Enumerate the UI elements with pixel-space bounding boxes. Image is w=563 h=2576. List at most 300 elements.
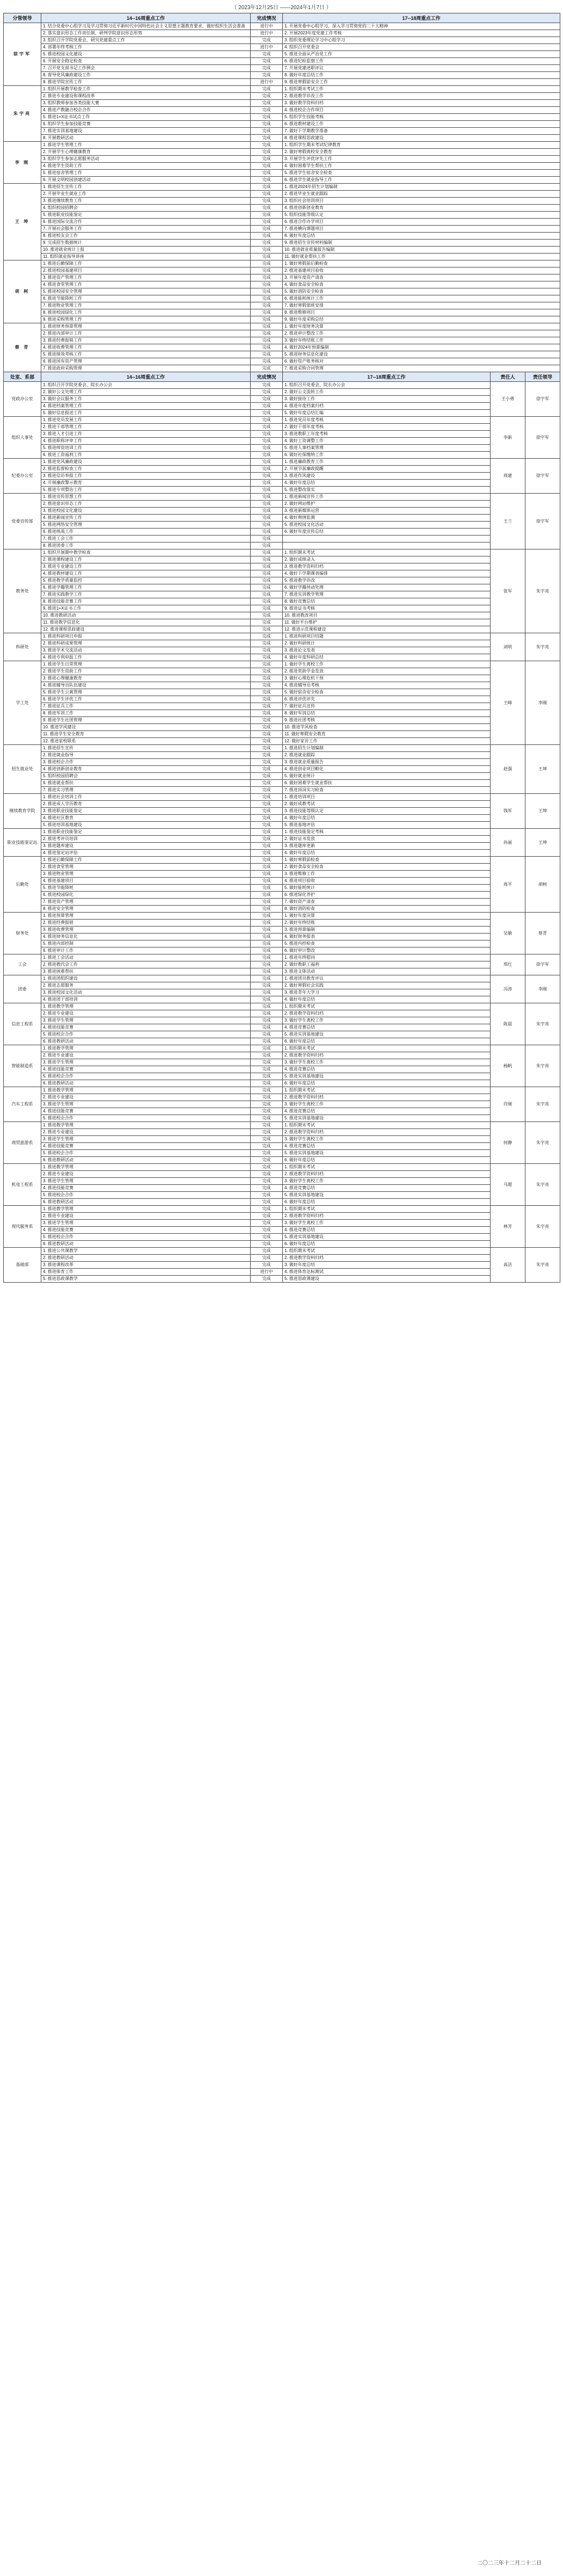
task-next: 2. 做好成绩录入: [283, 556, 491, 563]
task-next: 2. 做好年终结账: [283, 920, 491, 927]
status-text: 完成: [251, 787, 283, 794]
task-current: 3. 推进物业管理: [41, 871, 251, 878]
status-text: 完成: [251, 1206, 283, 1213]
task-current: 3. 推进经费报销工作: [41, 337, 251, 344]
work-plan-table: [3, 13, 560, 1283]
task-next: 6. 推进能耗统计工作: [283, 295, 560, 302]
task-current: 1. 推进团组织建设: [41, 975, 251, 982]
table-row: [4, 267, 560, 274]
table-row: [4, 337, 560, 344]
status-text: 完成: [251, 515, 283, 522]
task-current: 2. 推进食堂管理: [41, 864, 251, 871]
task-next: 2. 做好寒假社会实践: [283, 982, 491, 989]
status-text: 完成: [251, 633, 283, 640]
status-text: 完成: [251, 808, 283, 815]
table-row: [4, 745, 560, 752]
task-next: 2. 推进教学资料归档: [283, 1255, 491, 1262]
status-text: 完成: [251, 654, 283, 661]
task-current: 6. 推进国有资产管理: [41, 358, 251, 365]
status-text: 完成: [251, 864, 283, 871]
task-next: 1. 做好年度财务决算: [283, 323, 560, 330]
status-text: 完成: [251, 780, 283, 787]
table-row: [4, 466, 560, 473]
status-text: 完成: [251, 295, 283, 302]
table-row: [4, 752, 560, 759]
task-next: 4. 做好食品安全检查: [283, 281, 560, 288]
status-text: 完成: [251, 344, 283, 351]
task-current: 2. 推进成人学历教育: [41, 801, 251, 808]
responsible-leader: 李刚: [525, 975, 560, 1003]
status-text: 完成: [251, 1136, 283, 1143]
status-text: 完成: [251, 128, 283, 135]
table-row: [4, 501, 560, 508]
task-next: 8. 推进课程思政建设: [283, 135, 560, 142]
table-row: [4, 1129, 560, 1136]
table-row: [4, 351, 560, 358]
table-row: [4, 403, 560, 410]
task-next: 3. 做好教学资料归档: [283, 100, 560, 107]
status-text: 完成: [251, 473, 283, 480]
table-row: [4, 661, 560, 668]
leader-name: 李 刚: [4, 142, 41, 184]
status-text: 完成: [251, 1017, 283, 1024]
task-next: 2. 推进教学诊改工作: [283, 93, 560, 100]
task-current: 9. 推进1+X证书工作: [41, 605, 251, 612]
task-current: 3. 推进学生管理: [41, 1178, 251, 1185]
status-text: 完成: [251, 1171, 283, 1178]
table-row: [4, 934, 560, 940]
department-name: 招生就业处: [4, 745, 41, 794]
table-row: [4, 556, 560, 563]
task-next: 1. 组织期末考试: [283, 1045, 491, 1052]
task-next: 4. 做好下学期课表编排: [283, 570, 491, 577]
task-next: 6. 推进合作办学项目: [283, 219, 560, 226]
status-text: 完成: [251, 72, 283, 79]
department-name: 学工处: [4, 661, 41, 745]
status-text: 完成: [251, 417, 283, 424]
status-text: 完成: [251, 529, 283, 536]
status-text: 完成: [251, 556, 283, 563]
status-text: 完成: [251, 65, 283, 72]
table-row: [4, 529, 560, 536]
task-next: 4. 推进年度档案归档: [283, 403, 491, 410]
task-current: 5. 推进校企合作: [41, 1031, 251, 1038]
task-next: 1. 组织期末考试工作: [283, 86, 560, 93]
task-current: 4. 推进产教融合校企合作: [41, 107, 251, 114]
status-text: 完成: [251, 1073, 283, 1080]
status-text: 完成: [251, 724, 283, 731]
table-row: [4, 563, 560, 570]
table-row: [4, 940, 560, 947]
status-text: 完成: [251, 261, 283, 267]
table-row: [4, 850, 560, 857]
status-text: 完成: [251, 1003, 283, 1010]
responsible-person: 郑红: [491, 954, 525, 975]
task-next: 11. 做好就业帮扶工作: [283, 254, 560, 261]
table-row: [4, 682, 560, 689]
task-next: [283, 542, 491, 549]
table-row: [4, 1122, 560, 1129]
leader-name: 徐宇军: [4, 23, 41, 86]
table-row: [4, 114, 560, 121]
responsible-leader: 王坤: [525, 829, 560, 857]
status-text: 完成: [251, 121, 283, 128]
responsible-person: 王峰: [491, 661, 525, 745]
task-current: 4. 推进辅导员队伍建设: [41, 682, 251, 689]
status-text: 完成: [251, 302, 283, 309]
task-next: 6. 推进纪检监察工作: [283, 58, 560, 65]
task-next: 4. 推进竞赛总结: [283, 1024, 491, 1031]
table-row: [4, 899, 560, 906]
status-text: 完成: [251, 1122, 283, 1129]
status-text: 完成: [251, 1220, 283, 1227]
task-next: 5. 推进实训基地建设: [283, 1031, 491, 1038]
table-row: [4, 689, 560, 696]
task-next: 6. 推进学生就业指导工作: [283, 177, 560, 184]
task-current: 11. 组织就业指导讲座: [41, 254, 251, 261]
header-row-departments: [4, 372, 560, 382]
responsible-leader: 王坤: [525, 745, 560, 794]
status-text: 完成: [251, 570, 283, 577]
status-text: 进行中: [251, 30, 283, 37]
table-row: [4, 281, 560, 288]
task-next: 1. 组织期末考试: [283, 1164, 491, 1171]
task-next: 3. 做好接待工作: [283, 396, 491, 403]
table-row: [4, 1171, 560, 1178]
status-text: 完成: [251, 584, 283, 591]
task-next: 5. 做好消防安全检查: [283, 288, 560, 295]
task-next: 5. 推进内控检查: [283, 940, 491, 947]
task-current: 2. 落实意识形态工作责任制，研判学院意识形态形势: [41, 30, 251, 37]
table-row: [4, 1045, 560, 1052]
department-name: 智能制造系: [4, 1045, 41, 1087]
table-row: [4, 927, 560, 934]
task-current: 3. 推进心理健康教育: [41, 675, 251, 682]
status-text: 完成: [251, 885, 283, 892]
status-text: 完成: [251, 591, 283, 598]
task-next: 3. 做好年度总结: [283, 1262, 491, 1269]
task-next: 2. 做好教职工福利: [283, 961, 491, 968]
table-row: [4, 438, 560, 445]
table-row: [4, 58, 560, 65]
table-row: [4, 522, 560, 529]
status-text: 完成: [251, 871, 283, 878]
table-row: [4, 570, 560, 577]
table-row: [4, 906, 560, 913]
task-next: 6. 做好困难学生就业帮扶: [283, 780, 491, 787]
status-text: 完成: [251, 149, 283, 156]
table-row: [4, 128, 560, 135]
task-current: 1. 推进后勤保障工作: [41, 261, 251, 267]
task-next: [283, 536, 491, 542]
task-current: 8. 推进校友会工作: [41, 233, 251, 240]
table-row: [4, 1157, 560, 1164]
task-current: 2. 推进学生资助工作: [41, 668, 251, 675]
task-current: 11. 推进学生安全教育: [41, 731, 251, 738]
responsible-person: 冯涛: [491, 975, 525, 1003]
table-row: [4, 177, 560, 184]
table-row: [4, 459, 560, 466]
table-row: [4, 316, 560, 323]
task-next: 1. 做好年度决算: [283, 913, 491, 920]
status-text: 完成: [251, 710, 283, 717]
task-current: 4. 推进技能竞赛: [41, 1227, 251, 1234]
status-text: 完成: [251, 549, 283, 556]
task-current: 2. 推进专业建设: [41, 1094, 251, 1101]
status-text: 完成: [251, 281, 283, 288]
task-next: 6. 推进绿化养护: [283, 892, 491, 899]
task-current: 4. 推进学生资助工作: [41, 163, 251, 170]
status-text: 完成: [251, 1157, 283, 1164]
table-row: [4, 1227, 560, 1234]
task-current: 7. 推进政府采购管理: [41, 365, 251, 372]
status-text: 完成: [251, 577, 283, 584]
status-text: 完成: [251, 717, 283, 724]
header-row-leaders: [4, 13, 560, 23]
task-next: 3. 开展年度资产清查: [283, 274, 560, 281]
task-current: 1. 推进教学管理: [41, 1206, 251, 1213]
task-next: 1. 组织期末考试: [283, 1003, 491, 1010]
status-text: 完成: [251, 542, 283, 549]
responsible-person: 周建: [491, 459, 525, 494]
task-next: 6. 做好年度总结: [283, 1199, 491, 1206]
status-text: 完成: [251, 212, 283, 219]
table-row: [4, 1136, 560, 1143]
status-text: 完成: [251, 878, 283, 885]
task-current: 7. 推进实习管理: [41, 787, 251, 794]
task-next: 2. 推进教学资料归档: [283, 1052, 491, 1059]
task-next: 6. 推进评优评先: [283, 696, 491, 703]
table-row: [4, 1003, 560, 1010]
table-row: [4, 79, 560, 86]
status-text: 完成: [251, 205, 283, 212]
table-row: [4, 515, 560, 522]
footer-date: 二〇二三年十二月二十二日: [477, 2560, 542, 2566]
table-row: [4, 226, 560, 233]
status-text: 完成: [251, 508, 283, 515]
table-row: [4, 989, 560, 996]
task-next: 2. 做好食品安全检查: [283, 864, 491, 871]
column-header: 分管领导: [4, 13, 41, 23]
task-current: 4. 推进专利申报工作: [41, 654, 251, 661]
responsible-leader: 蔡青: [525, 913, 560, 954]
status-text: 完成: [251, 968, 283, 975]
task-current: 2. 推进内部审计工作: [41, 330, 251, 337]
task-next: 2. 推进奖助学金发放: [283, 668, 491, 675]
table-row: [4, 254, 560, 261]
table-row: [4, 487, 560, 494]
task-current: 6. 推进统战工作: [41, 529, 251, 536]
responsible-person: 王小勇: [491, 382, 525, 417]
table-row: [4, 30, 560, 37]
task-current: 2. 推进校园基建项目: [41, 267, 251, 274]
task-current: 1. 组织召开学院党委会、院长办公会: [41, 382, 251, 389]
status-text: 完成: [251, 563, 283, 570]
table-row: [4, 857, 560, 864]
task-next: 3. 组织党委理论学习中心组学习: [283, 37, 560, 44]
status-text: 完成: [251, 438, 283, 445]
task-current: 6. 推进节能降耗工作: [41, 295, 251, 302]
task-current: 4. 推进体育工作: [41, 1269, 251, 1276]
task-next: 1. 推进科研项目结题: [283, 633, 491, 640]
department-name: 信息工程系: [4, 1003, 41, 1045]
task-next: 8. 推进维修项目: [283, 309, 560, 316]
task-current: 5. 推进网络安全管理: [41, 522, 251, 529]
table-row: [4, 773, 560, 780]
task-current: 6. 推进教研活动: [41, 1038, 251, 1045]
table-row: [4, 654, 560, 661]
table-row: [4, 389, 560, 396]
status-text: 完成: [251, 1108, 283, 1115]
task-next: 11. 做好平台维护: [283, 619, 491, 626]
column-header: 17--18周重点工作: [283, 13, 560, 23]
table-row: [4, 107, 560, 114]
task-current: 1. 推进教学管理: [41, 1122, 251, 1129]
task-next: 5. 推进学生宿舍安全检查: [283, 170, 560, 177]
table-row: [4, 996, 560, 1003]
table-row: [4, 619, 560, 626]
responsible-person: 孙丽: [491, 829, 525, 857]
status-text: 完成: [251, 247, 283, 254]
table-row: [4, 135, 560, 142]
task-current: 5. 推进师资培训工作: [41, 445, 251, 452]
responsible-person: 李新: [491, 417, 525, 459]
task-current: 2. 推进专业建设: [41, 1171, 251, 1178]
status-text: 完成: [251, 316, 283, 323]
task-current: 3. 推进继续教育工作: [41, 198, 251, 205]
status-text: 完成: [251, 358, 283, 365]
task-current: 5. 推进绩效考核工作: [41, 351, 251, 358]
table-row: [4, 480, 560, 487]
task-current: 1. 推进党风廉政建设: [41, 459, 251, 466]
task-current: 1. 结合党委中心组学习及学习贯彻习近平新时代中国特色社会主义思想主题教育要求，做好组织生活会准备: [41, 23, 251, 30]
status-text: 完成: [251, 913, 283, 920]
task-next: 7. 推进实训教学管理: [283, 591, 491, 598]
task-current: 3. 推进资产管理工作: [41, 274, 251, 281]
table-row: [4, 72, 560, 79]
task-current: 7. 推进工会工作: [41, 536, 251, 542]
status-text: 完成: [251, 1255, 283, 1262]
task-next: 6. 做好年度宣传总结: [283, 529, 491, 536]
task-current: 3. 组织学生参加志愿服务活动: [41, 156, 251, 163]
table-row: [4, 1143, 560, 1150]
status-text: 完成: [251, 522, 283, 529]
task-current: 4. 推进创新创业教育: [41, 766, 251, 773]
task-next: 9. 推进社团考核: [283, 717, 491, 724]
task-next: 2. 做好科研统计: [283, 640, 491, 647]
status-text: 完成: [251, 51, 283, 58]
table-row: [4, 780, 560, 787]
task-current: 1. 推进招生宣传: [41, 745, 251, 752]
status-text: 完成: [251, 794, 283, 801]
task-next: 4. 做好困难学生帮扶工作: [283, 163, 560, 170]
column-header: 处室、系部: [4, 372, 41, 382]
table-row: [4, 710, 560, 717]
status-text: 完成: [251, 170, 283, 177]
task-next: 6. 做好年度总结: [283, 1157, 491, 1164]
table-row: [4, 323, 560, 330]
status-text: 完成: [251, 996, 283, 1003]
task-current: 1. 推进职业技能鉴定: [41, 829, 251, 836]
table-row: [4, 717, 560, 724]
task-current: 7. 推进资产管理: [41, 899, 251, 906]
task-current: 6. 推进校园绿化: [41, 892, 251, 899]
column-header: 完成情况: [251, 372, 283, 382]
task-current: 4. 推进职称评审工作: [41, 438, 251, 445]
department-name: 财务处: [4, 913, 41, 954]
task-current: 1. 推进教学管理: [41, 1045, 251, 1052]
task-current: 1. 推进教学管理: [41, 1087, 251, 1094]
status-text: 完成: [251, 982, 283, 989]
table-row: [4, 577, 560, 584]
task-next: 1. 推进团员教育评议: [283, 975, 491, 982]
task-current: 3. 组织教师参加各类技能大赛: [41, 100, 251, 107]
task-next: 5. 做好宿舍安全检查: [283, 689, 491, 696]
task-current: 6. 开展文明校园创建活动: [41, 177, 251, 184]
task-current: 6. 组织学生参加技能竞赛: [41, 121, 251, 128]
task-current: 3. 推进职业技能鉴定: [41, 808, 251, 815]
task-current: 8. 督导党风廉政建设工作: [41, 72, 251, 79]
task-current: 2. 推进考评员培训: [41, 836, 251, 843]
table-row: [4, 1199, 560, 1206]
responsible-person: 周平: [491, 857, 525, 913]
table-row: [4, 396, 560, 403]
table-row: [4, 1073, 560, 1080]
task-current: 9. 推进采购管理工作: [41, 316, 251, 323]
table-row: [4, 295, 560, 302]
task-next: 6. 做好年度总结: [283, 1080, 491, 1087]
task-next: 3. 推进维修工作: [283, 871, 491, 878]
table-row: [4, 212, 560, 219]
table-row: [4, 703, 560, 710]
task-current: 10. 推进教研活动: [41, 612, 251, 619]
responsible-leader: 胡柯: [525, 857, 560, 913]
task-next: 5. 推进实训基地建设: [283, 1073, 491, 1080]
task-next: 12. 推进示范课程建设: [283, 626, 491, 633]
status-text: 完成: [251, 682, 283, 689]
task-next: 4. 推进竞赛总结: [283, 1066, 491, 1073]
task-current: 1. 推进社会培训工作: [41, 794, 251, 801]
task-current: 5. 推进宿舍管理工作: [41, 170, 251, 177]
task-current: 6. 推进教研活动: [41, 1241, 251, 1248]
task-current: 4. 推进团干部培训: [41, 996, 251, 1003]
task-next: 1. 推进党员年度考核: [283, 417, 491, 424]
department-name: 教务处: [4, 549, 41, 633]
task-current: 2. 推进志愿服务: [41, 982, 251, 989]
status-text: 完成: [251, 738, 283, 745]
table-row: [4, 1024, 560, 1031]
responsible-person: 刘明: [491, 633, 525, 661]
task-current: 1. 组织开展期中教学检查: [41, 549, 251, 556]
status-text: 完成: [251, 745, 283, 752]
task-next: 1. 组织召开党委会、院长办公会: [283, 382, 491, 389]
status-text: 完成: [251, 86, 283, 93]
table-row: [4, 1052, 560, 1059]
status-text: 进行中: [251, 44, 283, 51]
table-row: [4, 759, 560, 766]
task-current: 4. 推进档案管理工作: [41, 403, 251, 410]
task-next: 1. 做好学生离校工作: [283, 661, 491, 668]
task-next: 6. 推进教材建设工作: [283, 121, 560, 128]
department-name: 团委: [4, 975, 41, 1003]
task-current: 6. 开展安全稳定检查: [41, 58, 251, 65]
table-row: [4, 410, 560, 417]
task-next: 2. 推进教学资料归档: [283, 1010, 491, 1017]
status-text: 完成: [251, 389, 283, 396]
status-text: 完成: [251, 501, 283, 508]
responsible-person: 高洁: [491, 1248, 525, 1283]
task-current: 7. 推进物业管理工作: [41, 302, 251, 309]
